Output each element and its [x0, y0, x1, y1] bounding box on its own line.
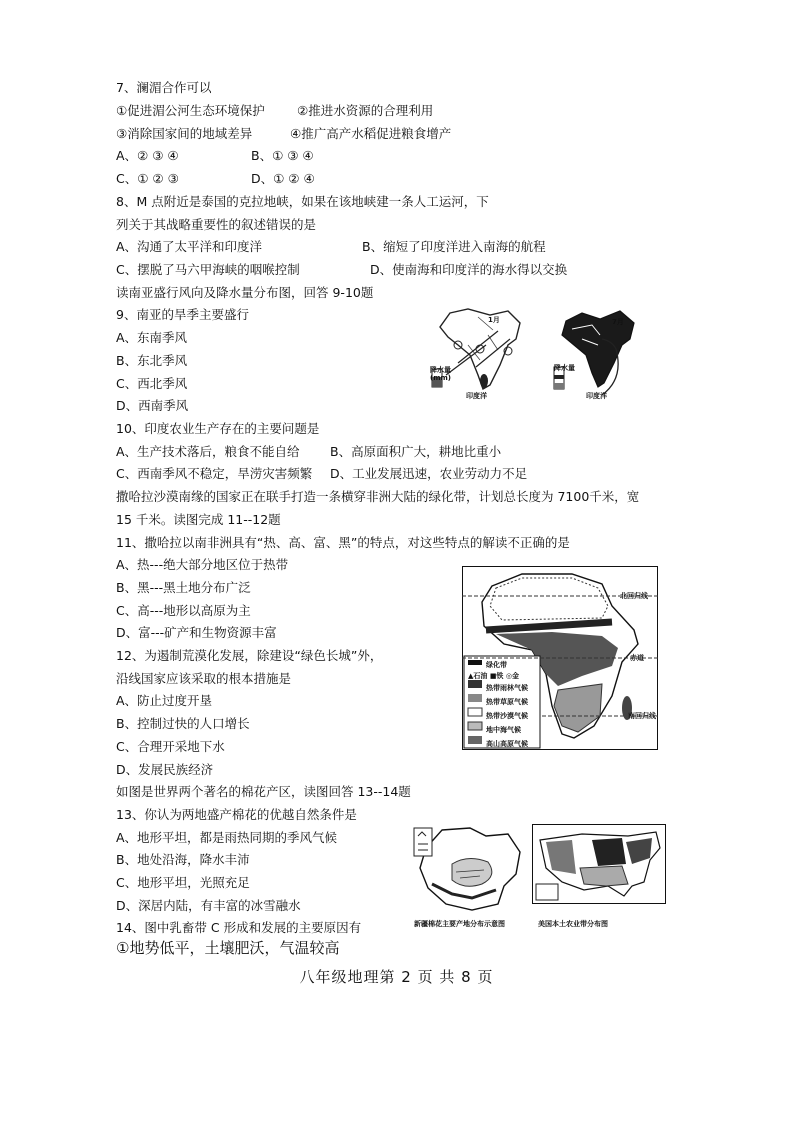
q9-stem: 9、南亚的旱季主要盛行 [116, 307, 249, 322]
q8-stem-line1: 8、M 点附近是泰国的克拉地峡，如果在该地峡建一条人工运河，下 [116, 194, 489, 209]
q10-option-d: D、工业发展迅速，农业劳动力不足 [330, 466, 528, 481]
legend-minerals: ▲石油 ■铁 ◎金 [468, 672, 519, 680]
jan-label: 1月 [488, 316, 500, 324]
page-footer: 八年级地理第 2 页 共 8 页 [299, 968, 494, 986]
q12-option-c: C、合理开采地下水 [116, 739, 225, 754]
q8-option-d: D、使南海和印度洋的海水得以交换 [370, 262, 568, 277]
legend-desert: 热带沙漠气候 [486, 712, 528, 720]
jul-label: 7月 [612, 318, 624, 326]
q11-option-a: A、热---绝大部分地区位于热带 [116, 557, 289, 572]
q11-option-b: B、黑---黑土地分布广泛 [116, 580, 251, 595]
q9-option-a: A、东南季风 [116, 330, 188, 345]
intro-13-14: 如图是世界两个著名的棉花产区，读图回答 13--14题 [116, 784, 411, 799]
q10-option-a: A、生产技术落后，粮食不能自给 [116, 444, 300, 459]
south-asia-july-map [552, 305, 642, 400]
q7-statement-3: ③消除国家间的地域差异 [116, 126, 253, 141]
jul-ocean-label: 印度洋 [586, 392, 607, 400]
q7-statement-1: ①促进湄公河生态环境保护 [116, 103, 265, 118]
jul-rain-label: 降水量 [554, 364, 575, 372]
q12-option-a: A、防止过度开垦 [116, 693, 213, 708]
q8-stem-line2: 列关于其战略重要性的叙述错误的是 [116, 217, 317, 232]
legend-rainforest: 热带雨林气候 [486, 684, 528, 692]
q13-option-c: C、地形平坦，光照充足 [116, 875, 250, 890]
legend-savanna: 热带草原气候 [486, 698, 528, 706]
q8-option-a: A、沟通了太平洋和印度洋 [116, 239, 263, 254]
xinjiang-cotton-map [412, 824, 524, 918]
q8-option-c: C、摆脱了马六甲海峡的咽喉控制 [116, 262, 300, 277]
q10-stem: 10、印度农业生产存在的主要问题是 [116, 421, 320, 436]
q12-option-b: B、控制过快的人口增长 [116, 716, 250, 731]
q7-option-c: C、① ② ③ [116, 171, 179, 186]
q13-option-a: A、地形平坦，都是雨热同期的季风气候 [116, 830, 338, 845]
legend-mediterranean: 地中海气候 [486, 726, 521, 734]
q11-option-c: C、高---地形以高原为主 [116, 603, 251, 618]
q7-option-b: B、① ③ ④ [251, 148, 314, 163]
us-caption: 美国本土农业带分布图 [538, 920, 608, 928]
q11-option-d: D、富---矿产和生物资源丰富 [116, 625, 277, 640]
q10-option-c: C、西南季风不稳定，旱涝灾害频繁 [116, 466, 313, 481]
equator-label: 赤道 [630, 654, 644, 662]
intro-11-12-line2: 15 千米。读图完成 11--12题 [116, 512, 281, 527]
q7-statement-2: ②推进水资源的合理利用 [297, 103, 434, 118]
jan-ocean-label: 印度洋 [466, 392, 487, 400]
legend-highland: 高山高原气候 [486, 740, 528, 748]
q14-stem: 14、图中乳畜带 C 形成和发展的主要原因有 [116, 920, 362, 935]
q7-statement-4: ④推广高产水稻促进粮食增产 [290, 126, 452, 141]
q9-option-b: B、东北季风 [116, 353, 188, 368]
q8-option-b: B、缩短了印度洋进入南海的航程 [362, 239, 546, 254]
intro-9-10: 读南亚盛行风向及降水量分布图，回答 9-10题 [116, 285, 374, 300]
q11-stem: 11、撒哈拉以南非洲具有“热、高、富、黑”的特点，对这些特点的解读不正确的是 [116, 535, 570, 550]
legend-green-belt: 绿化带 [486, 661, 507, 669]
q7-option-a: A、② ③ ④ [116, 148, 179, 163]
q12-option-d: D、发展民族经济 [116, 762, 214, 777]
q13-stem: 13、你认为两地盛产棉花的优越自然条件是 [116, 807, 357, 822]
q9-option-c: C、西北季风 [116, 376, 188, 391]
q7-option-d: D、① ② ④ [251, 171, 315, 186]
q12-stem-line2: 沿线国家应该采取的根本措施是 [116, 671, 292, 686]
jan-rain-label: 降水量 [430, 366, 451, 374]
tropic-south-label: 南回归线 [628, 712, 656, 720]
intro-11-12-line1: 撒哈拉沙漠南缘的国家正在联手打造一条横穿非洲大陆的绿化带，计划总长度为 7100千米，宽 [116, 489, 640, 504]
us-agriculture-map [532, 824, 666, 904]
q13-option-d: D、深居内陆，有丰富的冰雪融水 [116, 898, 301, 913]
q9-option-d: D、西南季风 [116, 398, 189, 413]
q12-stem-line1: 12、为遏制荒漠化发展，除建设“绿色长城”外， [116, 648, 383, 663]
q13-option-b: B、地处沿海，降水丰沛 [116, 852, 250, 867]
q7-stem: 7、澜湄合作可以 [116, 80, 212, 95]
xinjiang-caption: 新疆棉花主要产地分布示意图 [414, 920, 505, 928]
q14-statement-1: ①地势低平，土壤肥沃，气温较高 [116, 939, 340, 957]
q10-option-b: B、高原面积广大，耕地比重小 [330, 444, 502, 459]
jan-rain-unit: (mm) [430, 374, 451, 382]
tropic-north-label: 北回归线 [620, 592, 648, 600]
